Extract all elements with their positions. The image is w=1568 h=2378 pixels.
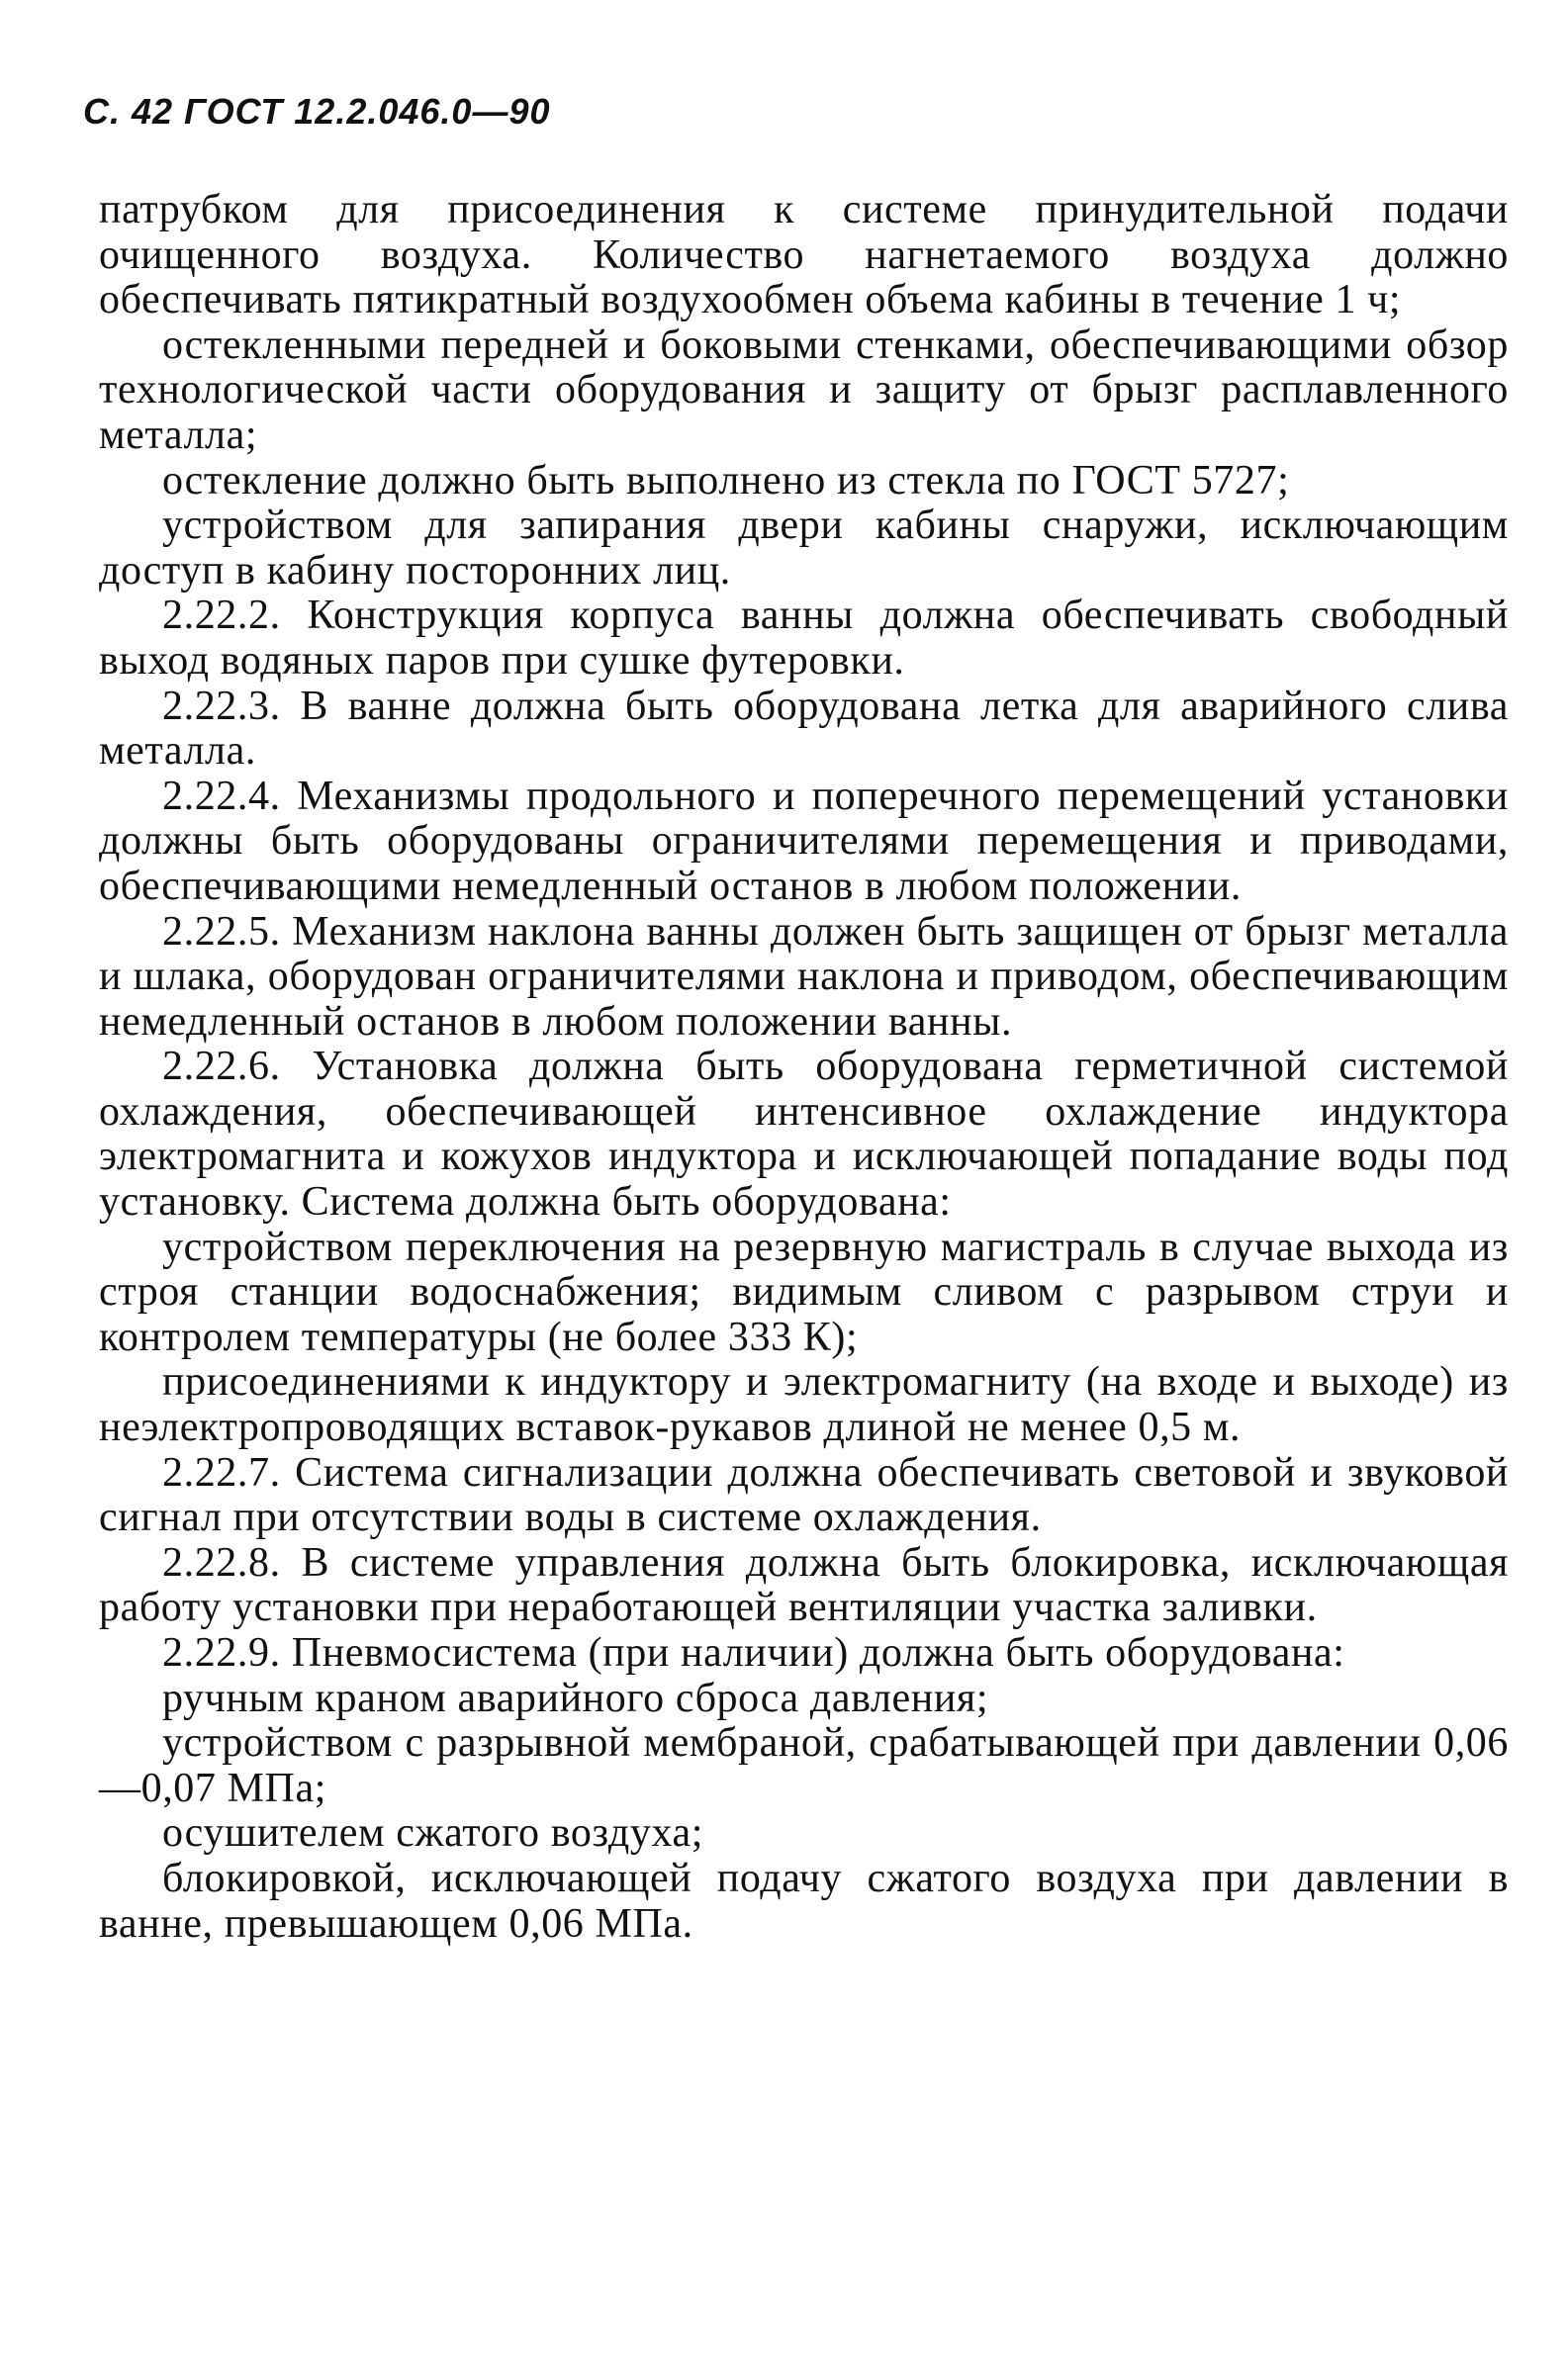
paragraph-2: остекленными передней и боковыми стенками, обеспечивающими обзор технологической части оборудования и защиту от брызг расплавленного металла; xyxy=(99,321,1509,458)
paragraph-9: 2.22.6. Установка должна быть оборудована герметичной системой охлаждения, обеспечивающей интенсивное охлаждение индуктора электромагнита и кожухов индуктора и исключающей попадание воды под установку. Система должна быть оборудована: xyxy=(99,1044,1509,1226)
paragraph-17: осушителем сжатого воздуха; xyxy=(162,1810,704,1857)
paragraph-11: присоединениями к индуктору и электромагниту (на входе и выходе) из неэлектропроводящих вставок-рукавов длиной не менее 0,5 м. xyxy=(99,1359,1509,1451)
paragraph-7: 2.22.4. Механизмы продольного и поперечного перемещений установки должны быть оборудованы ограничителями перемещения и приводами, обеспечивающими немедленный останов в любом положении. xyxy=(99,773,1509,909)
page-header: С. 42 ГОСТ 12.2.046.0—90 xyxy=(83,91,551,132)
paragraph-16: устройством с разрывной мембраной, срабатывающей при давлении 0,06—0,07 МПа; xyxy=(99,1720,1509,1811)
paragraph-14: 2.22.9. Пневмосистема (при наличии) должна быть оборудована: xyxy=(162,1630,1345,1676)
paragraph-5: 2.22.2. Конструкция корпуса ванны должна обеспечивать свободный выход водяных паров при сушке футеровки. xyxy=(99,593,1509,684)
paragraph-3: остекление должно быть выполнено из стекла по ГОСТ 5727; xyxy=(162,457,1290,503)
paragraph-18: блокировкой, исключающей подачу сжатого воздуха при давлении в ванне, превышающем 0,06 МПа. xyxy=(99,1855,1509,1947)
paragraph-10: устройством переключения на резервную магистраль в случае выхода из строя станции водоснабжения; видимым сливом с разрывом струи и контролем температуры (не более 333 К); xyxy=(99,1224,1509,1360)
paragraph-1: патрубком для присоединения к системе принудительной подачи очищенного воздуха. Количество нагнетаемого воздуха должно обеспечивать пятикратный воздухообмен объема кабины в течение 1 ч; xyxy=(99,187,1509,323)
paragraph-12: 2.22.7. Система сигнализации должна обеспечивать световой и звуковой сигнал при отсутствии воды в системе охлаждения. xyxy=(99,1449,1509,1541)
paragraph-13: 2.22.8. В системе управления должна быть блокировка, исключающая работу установки при неработающей вентиляции участка заливки. xyxy=(99,1539,1509,1631)
document-body xyxy=(99,188,1509,1947)
paragraph-8: 2.22.5. Механизм наклона ванны должен быть защищен от брызг металла и шлака, оборудован ограничителями наклона и приводом, обеспечивающим немедленный останов в любом положении ванны. xyxy=(99,908,1509,1045)
paragraph-6: 2.22.3. В ванне должна быть оборудована летка для аварийного слива металла. xyxy=(99,683,1509,775)
paragraph-15: ручным краном аварийного сброса давления; xyxy=(162,1675,989,1721)
paragraph-4: устройством для запирания двери кабины снаружи, исключающим доступ в кабину посторонних лиц. xyxy=(99,503,1509,594)
